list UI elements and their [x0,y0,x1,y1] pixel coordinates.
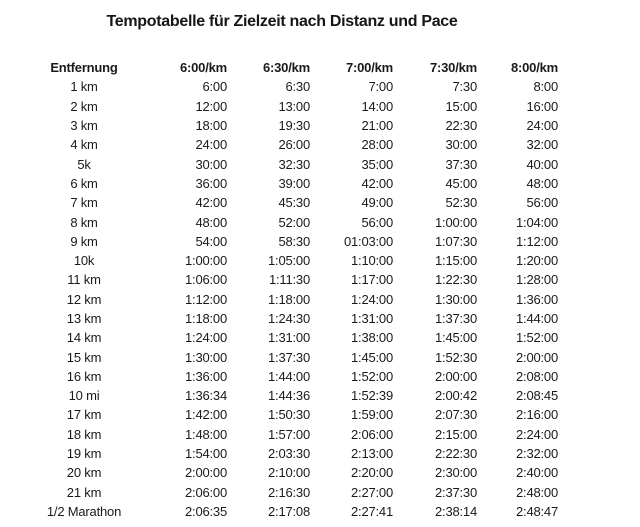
distance-cell: 9 km [70,233,98,249]
time-cell: 16:00 [526,98,558,114]
table-row [40,328,558,347]
distance-cell: 12 km [66,291,102,307]
time-cell: 19:30 [278,118,310,134]
time-cell: 2:00:00 [435,368,477,384]
time-cell: 1:44:00 [516,311,558,326]
pace-table-header-row [40,58,558,77]
time-cell: 2:06:00 [185,484,227,500]
time-cell: 2:22:30 [435,446,477,462]
time-cell: 2:06:35 [185,503,227,519]
table-row [40,290,558,309]
pace-table [40,58,558,521]
time-cell: 32:00 [526,137,558,153]
distance-cell: 20 km [66,465,102,481]
distance-cell: 21 km [66,484,102,500]
time-cell: 6:30 [285,79,310,95]
time-cell: 42:00 [195,195,227,211]
distance-cell: 1 km [70,79,98,95]
time-cell: 2:08:00 [516,368,558,384]
time-cell: 1:52:39 [351,388,393,404]
time-cell: 1:59:00 [351,407,393,423]
time-cell: 32:30 [278,156,310,172]
time-cell: 28:00 [361,137,393,153]
distance-cell: 13 km [66,311,102,326]
time-cell: 1:30:00 [435,291,477,307]
time-cell: 45:30 [278,195,310,211]
time-cell: 1:45:00 [351,349,393,365]
distance-cell: 4 km [70,137,98,153]
distance-cell: 17 km [66,407,102,423]
time-cell: 2:03:30 [268,446,310,462]
table-row [40,463,558,482]
column-header-distance: Entfernung [50,60,118,76]
time-cell: 1:37:30 [435,311,477,326]
time-cell: 2:37:30 [435,484,477,500]
table-row [40,135,558,154]
table-row [40,386,558,405]
table-row [40,502,558,521]
distance-cell: 15 km [66,349,102,365]
column-header-pace-1: 6:30/km [262,60,310,76]
time-cell: 1:36:00 [516,291,558,307]
time-cell: 1:24:00 [351,291,393,307]
distance-cell: 7 km [70,195,98,211]
time-cell: 1:36:34 [185,388,227,404]
time-cell: 56:00 [526,195,558,211]
time-cell: 48:00 [195,214,227,230]
time-cell: 1:07:30 [435,233,477,249]
table-row [40,154,558,173]
table-row [40,251,558,270]
table-row [40,77,558,96]
time-cell: 1:18:00 [268,291,310,307]
time-cell: 7:00 [368,79,393,95]
table-row [40,116,558,135]
distance-cell: 8 km [70,214,98,230]
distance-cell: 11 km [67,272,101,288]
table-row [40,232,558,251]
time-cell: 2:27:00 [351,484,393,500]
time-cell: 1:06:00 [185,272,227,288]
time-cell: 2:13:00 [351,446,393,462]
time-cell: 24:00 [526,118,558,134]
time-cell: 2:00:00 [516,349,558,365]
time-cell: 1:00:00 [185,253,227,269]
time-cell: 2:16:30 [268,484,310,500]
table-row [40,347,558,366]
time-cell: 14:00 [361,98,393,114]
table-row [40,425,558,444]
time-cell: 52:30 [445,195,477,211]
time-cell: 12:00 [195,98,227,114]
page-title: Tempotabelle für Zielzeit nach Distanz und Pace [106,13,458,30]
column-header-pace-2: 7:00/km [345,60,393,76]
time-cell: 2:10:00 [268,465,310,481]
time-cell: 2:06:00 [351,426,393,442]
time-cell: 2:48:47 [516,503,558,519]
time-cell: 2:32:00 [516,446,558,462]
time-cell: 35:00 [361,156,393,172]
time-cell: 2:48:00 [516,484,558,500]
time-cell: 1:24:30 [268,311,310,326]
time-cell: 39:00 [278,175,310,191]
time-cell: 22:30 [445,118,477,134]
time-cell: 2:16:00 [516,407,558,423]
column-header-pace-4: 8:00/km [510,60,558,76]
time-cell: 1:38:00 [351,330,393,346]
distance-cell: 18 km [66,426,102,442]
time-cell: 1:17:00 [351,272,393,288]
time-cell: 1:11:30 [268,272,310,288]
time-cell: 7:30 [452,79,477,95]
time-cell: 1:28:00 [516,272,558,288]
time-cell: 2:24:00 [516,426,558,442]
time-cell: 1:37:30 [268,349,310,365]
time-cell: 1:00:00 [435,214,477,230]
time-cell: 52:00 [278,214,310,230]
time-cell: 2:07:30 [435,407,477,423]
table-row [40,405,558,424]
distance-cell: 14 km [66,330,102,346]
time-cell: 1:57:00 [268,426,310,442]
time-cell: 1:42:00 [185,407,227,423]
time-cell: 1:30:00 [185,349,227,365]
table-row [40,193,558,212]
time-cell: 2:08:45 [516,388,558,404]
time-cell: 8:00 [533,79,558,95]
time-cell: 54:00 [195,233,227,249]
time-cell: 1:48:00 [185,426,227,442]
time-cell: 21:00 [361,118,393,134]
time-cell: 2:17:08 [268,503,310,519]
table-row [40,444,558,463]
time-cell: 1:54:00 [185,446,227,462]
time-cell: 1:44:00 [268,368,310,384]
time-cell: 2:00:42 [435,388,477,404]
distance-cell: 5k [77,156,91,172]
time-cell: 30:00 [445,137,477,153]
time-cell: 2:20:00 [351,465,393,481]
distance-cell: 16 km [66,368,102,384]
time-cell: 30:00 [195,156,227,172]
time-cell: 13:00 [278,98,310,114]
distance-cell: 6 km [70,175,98,191]
time-cell: 58:30 [278,233,310,249]
time-cell: 1:31:00 [351,311,393,326]
time-cell: 2:27:41 [351,503,393,519]
distance-cell: 19 km [66,446,102,462]
time-cell: 42:00 [361,175,393,191]
time-cell: 1:50:30 [268,407,310,423]
time-cell: 1:31:00 [268,330,310,346]
time-cell: 24:00 [195,137,227,153]
time-cell: 1:12:00 [185,291,227,307]
time-cell: 2:15:00 [435,426,477,442]
time-cell: 1:36:00 [185,368,227,384]
time-cell: 1:22:30 [435,272,477,288]
distance-cell: 1/2 Marathon [46,503,122,519]
time-cell: 1:05:00 [268,253,310,269]
table-row [40,483,558,502]
time-cell: 2:30:00 [435,465,477,481]
table-row [40,174,558,193]
time-cell: 36:00 [195,175,227,191]
time-cell: 1:04:00 [516,214,558,230]
time-cell: 6:00 [202,79,227,95]
time-cell: 1:18:00 [185,311,227,326]
table-row [40,270,558,289]
time-cell: 40:00 [526,156,558,172]
time-cell: 2:40:00 [516,465,558,481]
time-cell: 1:12:00 [516,233,558,249]
time-cell: 1:15:00 [435,253,477,269]
time-cell: 48:00 [526,175,558,191]
table-row [40,97,558,116]
time-cell: 45:00 [445,175,477,191]
time-cell: 37:30 [445,156,477,172]
time-cell: 2:38:14 [435,503,477,519]
table-row [40,212,558,231]
time-cell: 1:24:00 [185,330,227,346]
time-cell: 1:45:00 [435,330,477,346]
time-cell: 18:00 [195,118,227,134]
time-cell: 1:44:36 [268,388,310,404]
table-row [40,367,558,386]
distance-cell: 10k [73,253,95,269]
time-cell: 1:10:00 [351,253,393,269]
table-row [40,309,558,328]
time-cell: 49:00 [361,195,393,211]
column-header-pace-0: 6:00/km [179,60,227,76]
time-cell: 1:52:00 [516,330,558,346]
time-cell: 15:00 [445,98,477,114]
time-cell: 1:52:30 [435,349,477,365]
time-cell: 26:00 [278,137,310,153]
time-cell: 2:00:00 [185,465,227,481]
pace-table-body [40,77,558,521]
time-cell: 1:20:00 [516,253,558,269]
distance-cell: 2 km [70,98,98,114]
distance-cell: 3 km [70,118,98,134]
column-header-pace-3: 7:30/km [429,60,477,76]
time-cell: 56:00 [361,214,393,230]
time-cell: 01:03:00 [343,233,393,249]
distance-cell: 10 mi [68,388,100,404]
time-cell: 1:52:00 [351,368,393,384]
